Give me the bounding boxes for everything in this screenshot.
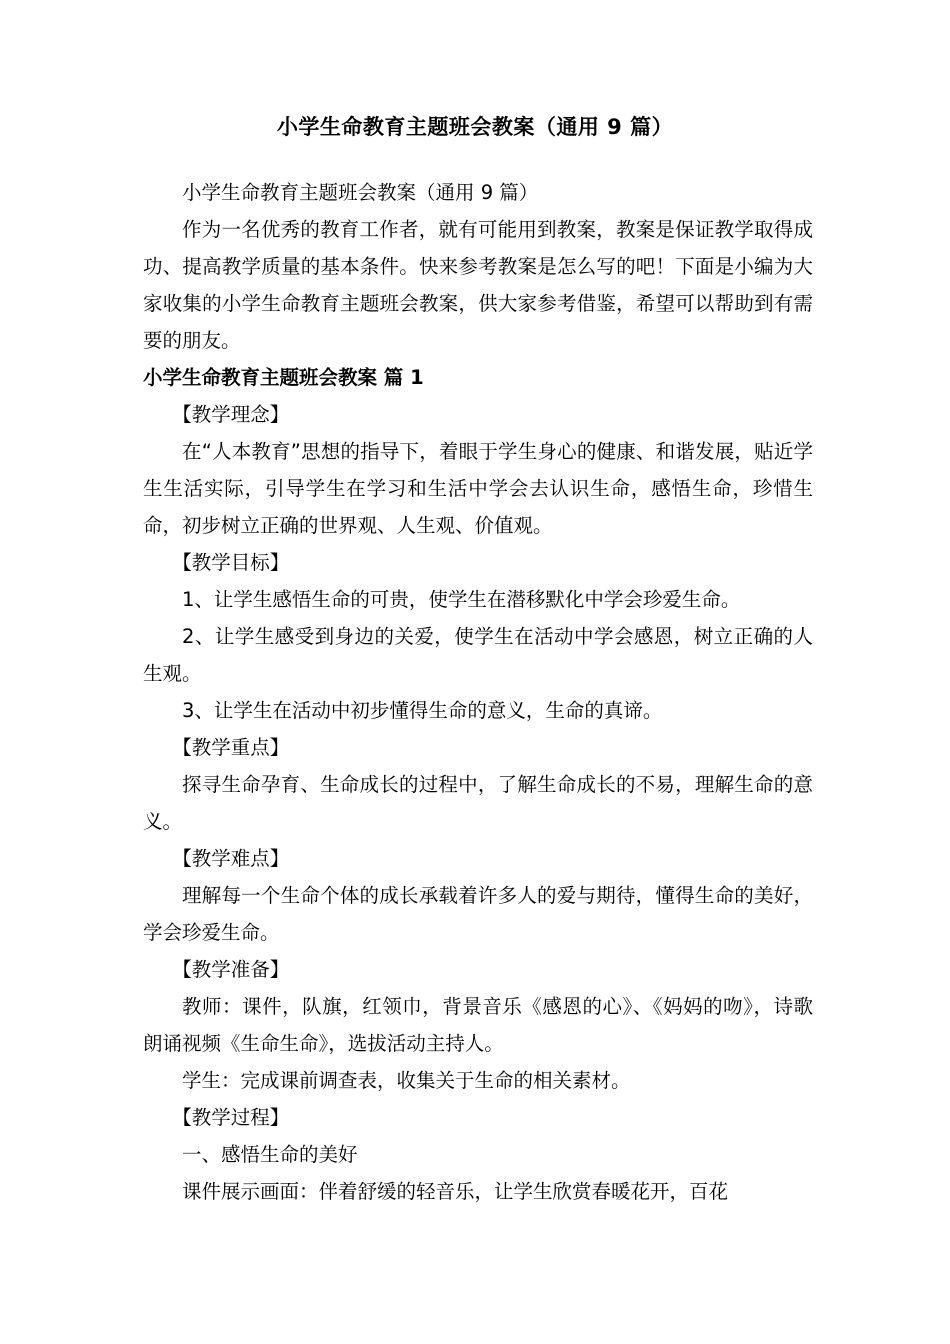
intro-title-line: 小学生命教育主题班会教案（通用 9 篇）	[182, 181, 539, 204]
preparation-student: 学生：完成课前调查表，收集关于生命的相关素材。	[182, 1069, 631, 1092]
key-point-label: 【教学重点】	[172, 736, 290, 759]
difficulty-paragraph: 理解每一个生命个体的成长承载着许多人的爱与期待，懂得生命的美好，学会珍爱生命。	[143, 884, 813, 944]
goal-item-3: 3、让学生在活动中初步懂得生命的意义，生命的真谛。	[182, 699, 663, 722]
process-label: 【教学过程】	[172, 1106, 290, 1129]
difficulty-label: 【教学难点】	[172, 847, 290, 870]
document-title: 小学生命教育主题班会教案（通用 9 篇）	[276, 115, 674, 139]
document-body	[143, 174, 813, 1210]
process-step-paragraph: 课件展示画面：伴着舒缓的轻音乐，让学生欣赏春暖花开，百花	[182, 1180, 729, 1203]
concept-paragraph: 在“人本教育”思想的指导下，着眼于学生身心的健康、和谐发展，贴近学生生活实际，引导学生在学习和生活中学会去认识生命，感悟生命，珍惜生命，初步树立正确的世界观、人生观、价值观。	[143, 440, 813, 537]
concept-label: 【教学理念】	[172, 403, 290, 426]
section-heading: 小学生命教育主题班会教案 篇 1	[143, 366, 424, 389]
goal-item-1: 1、让学生感悟生命的可贵，使学生在潜移默化中学会珍爱生命。	[182, 588, 741, 611]
goal-item-2: 2、让学生感受到身边的关爱，使学生在活动中学会感恩，树立正确的人生观。	[143, 625, 813, 685]
intro-paragraph: 作为一名优秀的教育工作者，就有可能用到教案，教案是保证教学取得成功、提高教学质量的基本条件。快来参考教案是怎么写的吧！下面是小编为大家收集的小学生命教育主题班会教案，供大家参考借鉴，希望可以帮助到有需要的朋友。	[143, 218, 813, 352]
key-point-paragraph: 探寻生命孕育、生命成长的过程中，了解生命成长的不易，理解生命的意义。	[143, 773, 813, 833]
goals-label: 【教学目标】	[172, 551, 290, 574]
preparation-label: 【教学准备】	[172, 958, 290, 981]
process-step-heading: 一、感悟生命的美好	[182, 1143, 358, 1166]
preparation-teacher: 教师：课件，队旗，红领巾，背景音乐《感恩的心》、《妈妈的吻》，诗歌朗诵视频《生命生命》，选拔活动主持人。	[143, 995, 813, 1055]
